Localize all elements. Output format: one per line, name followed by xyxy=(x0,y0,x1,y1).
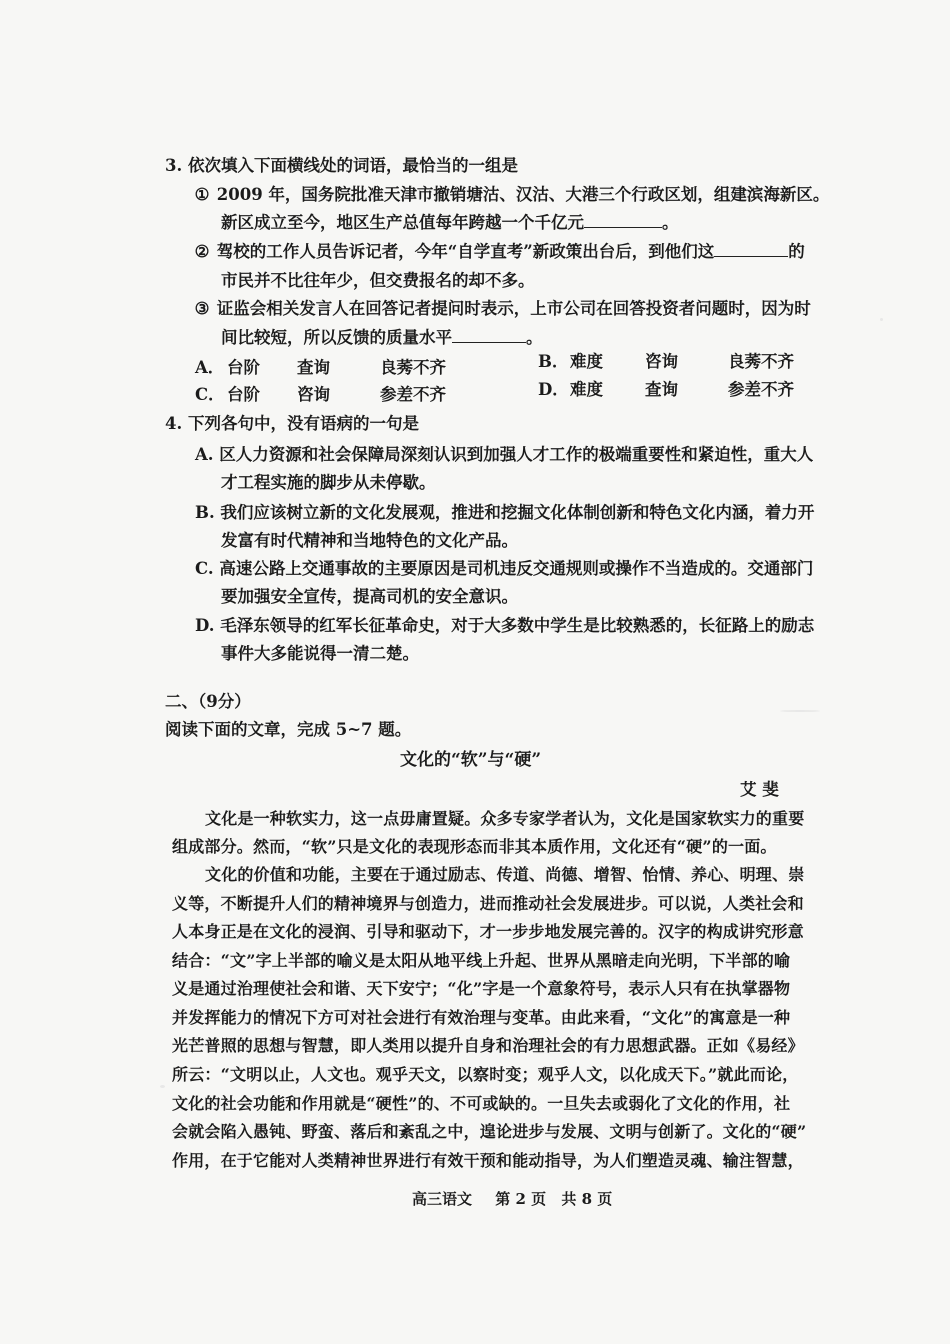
q3-sentence3-line2 xyxy=(221,327,543,349)
q3-sentence2-line1 xyxy=(193,241,805,263)
q4-option-b-line2: 发富有时代精神和当地特色的文化产品。 xyxy=(221,531,518,550)
article-line: 文化是一种软实力，这一点毋庸置疑。众多专家学者认为，文化是国家软实力的重要 xyxy=(205,809,805,828)
article-line: 义是通过治理使社会和谐、天下安宁；“化”字是一个意象符号，表示人只有在执掌器物 xyxy=(172,979,791,998)
article-line: 人本身正是在文化的浸润、引导和驱动下，才一步步地发展完善的。汉字的构成讲究形意 xyxy=(172,922,804,941)
blank-line-3 xyxy=(452,328,526,343)
q4-option-d-line1[interactable]: D. 毛泽东领导的红军长征革命史，对于大多数中学生是比较熟悉的，长征路上的励志 xyxy=(195,616,815,635)
option-b-word3: 良莠不齐 xyxy=(728,352,794,371)
q4-option-a-line1[interactable]: A. 区人力资源和社会保障局深刻认识到加强人才工作的极端重要性和紧迫性，重大人 xyxy=(195,445,814,464)
option-c-word3: 参差不齐 xyxy=(380,385,446,404)
scan-speck xyxy=(160,1085,165,1088)
scan-speck xyxy=(780,710,820,712)
option-a-word3: 良莠不齐 xyxy=(380,358,446,377)
footer-page-number: 第 2 页 xyxy=(495,1190,547,1208)
option-a[interactable] xyxy=(195,357,446,379)
circled-number-1: ① xyxy=(194,185,210,204)
q3-s3-end: 。 xyxy=(526,328,543,347)
article-line: 文化的价值和功能，主要在于通过励志、传道、尚德、增智、怡情、养心、明理、崇 xyxy=(205,865,805,884)
option-c-word2: 咨询 xyxy=(297,385,330,404)
footer-total-pages: 共 8 页 xyxy=(561,1190,613,1208)
article-line: 义等，不断提升人们的精神境界与创造力，进而推动社会发展进步。可以说，人类社会和 xyxy=(172,894,804,913)
q3-sentence1-line1 xyxy=(193,184,829,206)
q4-option-a-line2: 才工程实施的脚步从未停歇。 xyxy=(221,473,436,492)
option-c-label: C． xyxy=(195,385,225,404)
q4-option-c-line1[interactable]: C. 高速公路上交通事故的主要原因是司机违反交通规则或操作不当造成的。交通部门 xyxy=(195,559,814,578)
circled-number-3: ③ xyxy=(194,299,210,318)
option-b[interactable] xyxy=(538,351,794,373)
article-line: 所云：“文明以止，人文也。观乎天文，以察时变；观乎人文，以化成天下。”就此而论， xyxy=(172,1065,799,1084)
article-line: 作用，在于它能对人类精神世界进行有效干预和能动指导，为人们塑造灵魂、输注智慧， xyxy=(172,1151,804,1170)
q4-stem: 4. 下列各句中，没有语病的一句是 xyxy=(165,414,419,433)
article-author: 艾 斐 xyxy=(740,780,779,799)
footer-subject: 高三语文 xyxy=(412,1190,473,1208)
q3-s2-text: 驾校的工作人员告诉记者，今年“自学直考”新政策出台后，到他们这 xyxy=(216,242,715,261)
article-line: 组成部分。然而，“软”只是文化的表现形态而非其本质作用，文化还有“硬”的一面。 xyxy=(172,837,777,856)
q3-sentence1-line2 xyxy=(221,212,679,234)
option-a-label: A． xyxy=(195,358,225,377)
option-d-label: D． xyxy=(538,380,569,399)
article-line: 光芒普照的思想与智慧，即人类用以提升自身和治理社会的有力思想武器。正如《易经》 xyxy=(172,1036,804,1055)
q4-option-c-line2: 要加强安全宣传，提高司机的安全意识。 xyxy=(221,587,518,606)
article-title: 文化的“软”与“硬” xyxy=(400,750,542,770)
option-b-word1: 难度 xyxy=(570,352,603,371)
option-d[interactable] xyxy=(538,379,794,401)
section-heading: 二、（9分） xyxy=(165,692,251,711)
option-d-word1: 难度 xyxy=(570,380,603,399)
option-b-word2: 咨询 xyxy=(645,352,678,371)
q3-s2-end: 的 xyxy=(788,242,805,261)
option-a-word1: 台阶 xyxy=(227,358,260,377)
article-line: 结合：“文”字上半部的喻义是太阳从地平线上升起、世界从黑暗走向光明，下半部的喻 xyxy=(172,951,791,970)
q3-stem: 3. 依次填入下面横线处的词语，最恰当的一组是 xyxy=(165,156,518,175)
q4-option-b-line1[interactable]: B. 我们应该树立新的文化发展观，推进和挖掘文化体制创新和特色文化内涵，着力开 xyxy=(195,503,815,522)
blank-line-1 xyxy=(584,213,662,228)
option-c[interactable] xyxy=(195,384,446,406)
option-d-word3: 参差不齐 xyxy=(728,380,794,399)
blank-line-2 xyxy=(714,242,788,257)
q3-s3-text: 证监会相关发言人在回答记者提问时表示，上市公司在回答投资者问题时，因为时 xyxy=(216,299,811,318)
circled-number-2: ② xyxy=(194,242,210,261)
option-d-word2: 查询 xyxy=(645,380,678,399)
q4-option-d-line2: 事件大多能说得一清二楚。 xyxy=(221,644,419,663)
q3-s1-text: 2009 年，国务院批准天津市撤销塘沽、汉沽、大港三个行政区划，组建滨海新区。 xyxy=(216,185,830,204)
section-instruction: 阅读下面的文章，完成 5~7 题。 xyxy=(165,720,412,739)
option-b-label: B． xyxy=(538,352,569,371)
page-footer xyxy=(412,1188,612,1210)
q3-sentence3-line1 xyxy=(193,298,811,320)
q3-s3-text2: 间比较短，所以反馈的质量水平 xyxy=(221,328,452,347)
scan-speck xyxy=(880,318,883,321)
q3-s1-end: 。 xyxy=(662,213,679,232)
option-c-word1: 台阶 xyxy=(227,385,260,404)
option-a-word2: 查询 xyxy=(297,358,330,377)
q3-s1-text2: 新区成立至今，地区生产总值每年跨越一个千亿元 xyxy=(221,213,584,232)
article-line: 并发挥能力的情况下方可对社会进行有效治理与变革。由此来看，“文化”的寓意是一种 xyxy=(172,1008,791,1027)
article-line: 文化的社会功能和作用就是“硬性”的、不可或缺的。一旦失去或弱化了文化的作用，社 xyxy=(172,1094,791,1113)
q3-sentence2-line2: 市民并不比往年少，但交费报名的却不多。 xyxy=(221,271,535,290)
article-line: 会就会陷入愚钝、野蛮、落后和紊乱之中，遑论进步与发展、文明与创新了。文化的“硬” xyxy=(172,1122,807,1141)
